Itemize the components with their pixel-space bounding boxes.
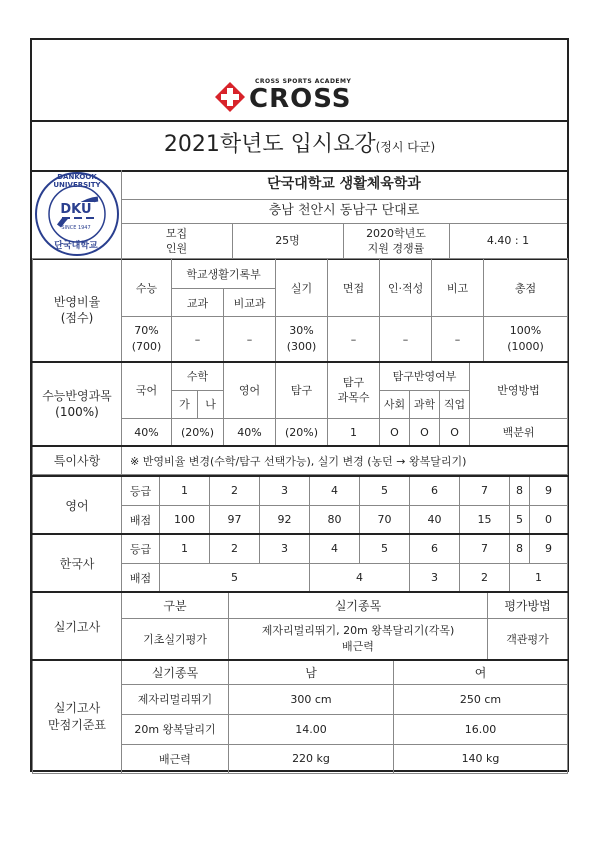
quota-label: 모집 인원 bbox=[121, 223, 233, 258]
english-score: 70 bbox=[360, 505, 410, 534]
val-inquiry: (20%) bbox=[276, 418, 328, 446]
history-grade-label: 등급 bbox=[122, 534, 160, 563]
history-score: 3 bbox=[410, 563, 460, 592]
english-score: 80 bbox=[310, 505, 360, 534]
val-method: 백분위 bbox=[470, 418, 568, 446]
english-score: 0 bbox=[530, 505, 568, 534]
col-social: 사회 bbox=[380, 390, 410, 418]
practical-items: 제자리멀리뛰기, 20m 왕복달리기(각목) 배근력 bbox=[229, 618, 488, 660]
col-practical-items: 실기종목 bbox=[229, 592, 488, 618]
col-math-ga: 가 bbox=[172, 390, 198, 418]
english-table bbox=[32, 475, 568, 535]
col-korean: 국어 bbox=[122, 362, 172, 418]
seal-since: SINCE 1947 bbox=[61, 225, 91, 231]
english-label: 영어 bbox=[33, 476, 122, 534]
criteria-table bbox=[32, 659, 568, 774]
brand-tagline: CROSS SPORTS ACADEMY bbox=[255, 78, 352, 85]
col-record-b: 비교과 bbox=[224, 289, 276, 317]
criteria-female: 140 kg bbox=[394, 744, 568, 773]
document-frame bbox=[30, 38, 569, 772]
col-aptitude: 인·적성 bbox=[380, 259, 432, 317]
col-record: 학교생활기록부 bbox=[172, 259, 276, 289]
english-grade: 1 bbox=[160, 476, 210, 505]
val-science: O bbox=[410, 418, 440, 446]
english-grade: 2 bbox=[210, 476, 260, 505]
val-aptitude: – bbox=[380, 317, 432, 362]
val-english: 40% bbox=[224, 418, 276, 446]
val-social: O bbox=[380, 418, 410, 446]
history-score-label: 배점 bbox=[122, 563, 160, 592]
history-label: 한국사 bbox=[33, 534, 122, 592]
col-criteria-item: 실기종목 bbox=[122, 660, 229, 684]
criteria-item: 20m 왕복달리기 bbox=[122, 714, 229, 744]
english-grade: 6 bbox=[410, 476, 460, 505]
english-score: 40 bbox=[410, 505, 460, 534]
col-criteria-female: 여 bbox=[394, 660, 568, 684]
history-grade: 2 bbox=[210, 534, 260, 563]
history-grade: 4 bbox=[310, 534, 360, 563]
val-record-a: – bbox=[172, 317, 224, 362]
page-title: 2021학년도 입시요강(정시 다군) bbox=[163, 132, 436, 157]
seal-mark: DKU bbox=[58, 202, 94, 217]
title-row bbox=[32, 120, 567, 172]
col-etc: 비고 bbox=[432, 259, 484, 317]
col-criteria-male: 남 bbox=[229, 660, 394, 684]
col-interview: 면접 bbox=[328, 259, 380, 317]
history-score: 5 bbox=[160, 563, 310, 592]
history-grade: 1 bbox=[160, 534, 210, 563]
quota-value: 25명 bbox=[232, 223, 344, 258]
english-score: 15 bbox=[460, 505, 510, 534]
english-grade: 5 bbox=[360, 476, 410, 505]
english-grade: 9 bbox=[530, 476, 568, 505]
seal-kr: 단국대학교 bbox=[54, 241, 98, 251]
rate-value: 4.40 : 1 bbox=[486, 234, 530, 247]
special-text: ※ 반영비율 변경(수학/탐구 선택가능), 실기 변경 (농던 → 왕복달리기) bbox=[122, 446, 568, 475]
history-table bbox=[32, 533, 568, 593]
practical-label: 실기고사 bbox=[33, 592, 122, 660]
seal-text: DANKOOK UNIVERSITY bbox=[53, 173, 101, 189]
col-english: 영어 bbox=[224, 362, 276, 418]
val-math: (20%) bbox=[172, 418, 224, 446]
val-etc: – bbox=[432, 317, 484, 362]
ratio-label: 반영비율 (점수) bbox=[33, 259, 122, 362]
logo-row bbox=[32, 40, 567, 122]
val-korean: 40% bbox=[122, 418, 172, 446]
criteria-male: 220 kg bbox=[229, 744, 394, 773]
val-inquiry-count: 1 bbox=[328, 418, 380, 446]
history-grade: 9 bbox=[530, 534, 568, 563]
history-grade: 6 bbox=[410, 534, 460, 563]
criteria-item: 제자리멀리뛰기 bbox=[122, 684, 229, 714]
university-name: 단국대학교 생활체육학과 bbox=[121, 170, 567, 200]
english-grade: 7 bbox=[460, 476, 510, 505]
history-grade: 5 bbox=[360, 534, 410, 563]
col-suneung: 수능 bbox=[122, 259, 172, 317]
val-job: O bbox=[440, 418, 470, 446]
english-grade: 3 bbox=[260, 476, 310, 505]
val-interview: – bbox=[328, 317, 380, 362]
col-practical: 실기 bbox=[276, 259, 328, 317]
col-record-a: 교과 bbox=[172, 289, 224, 317]
university-block bbox=[32, 170, 567, 260]
criteria-item: 배근력 bbox=[122, 744, 229, 773]
subjects-label: 수능반영과목 (100%) bbox=[33, 362, 122, 446]
english-score: 92 bbox=[260, 505, 310, 534]
practical-type: 기초실기평가 bbox=[122, 618, 229, 660]
university-address: 충남 천안시 동남구 단대로 bbox=[121, 199, 567, 224]
col-math: 수학 bbox=[172, 362, 224, 390]
col-job: 직업 bbox=[440, 390, 470, 418]
history-score: 4 bbox=[310, 563, 410, 592]
criteria-label: 실기고사 만점기준표 bbox=[33, 660, 122, 773]
university-seal bbox=[32, 170, 122, 258]
special-table bbox=[32, 445, 568, 475]
page-subtitle: (정시 다군) bbox=[375, 140, 436, 154]
history-grade: 7 bbox=[460, 534, 510, 563]
english-grade-label: 등급 bbox=[122, 476, 160, 505]
col-inquiry-reflect: 탐구반영여부 bbox=[380, 362, 470, 390]
criteria-female: 250 cm bbox=[394, 684, 568, 714]
english-grade: 4 bbox=[310, 476, 360, 505]
col-math-na: 나 bbox=[198, 390, 224, 418]
col-inquiry: 탐구 bbox=[276, 362, 328, 418]
special-label: 특이사항 bbox=[33, 446, 122, 475]
english-score: 100 bbox=[160, 505, 210, 534]
criteria-female: 16.00 bbox=[394, 714, 568, 744]
col-science: 과학 bbox=[410, 390, 440, 418]
col-practical-method: 평가방법 bbox=[488, 592, 568, 618]
col-total: 총점 bbox=[484, 259, 568, 317]
cross-diamond-icon bbox=[215, 82, 245, 112]
english-score: 97 bbox=[210, 505, 260, 534]
val-practical: 30% (300) bbox=[276, 317, 328, 362]
history-grade: 8 bbox=[510, 534, 530, 563]
col-inquiry-count: 탐구 과목수 bbox=[328, 362, 380, 418]
history-score: 1 bbox=[510, 563, 568, 592]
english-score: 5 bbox=[510, 505, 530, 534]
subjects-table bbox=[32, 361, 568, 447]
history-grade: 3 bbox=[260, 534, 310, 563]
brand-name: CROSS bbox=[249, 84, 352, 114]
english-grade: 8 bbox=[510, 476, 530, 505]
val-record-b: – bbox=[224, 317, 276, 362]
val-total: 100% (1000) bbox=[484, 317, 568, 362]
criteria-male: 300 cm bbox=[229, 684, 394, 714]
criteria-male: 14.00 bbox=[229, 714, 394, 744]
rate-label: 2020학년도 지원 경쟁률 bbox=[343, 223, 450, 258]
practical-table bbox=[32, 591, 568, 661]
col-practical-type: 구분 bbox=[122, 592, 229, 618]
practical-method: 객관평가 bbox=[488, 618, 568, 660]
history-score: 2 bbox=[460, 563, 510, 592]
ratio-table bbox=[32, 258, 568, 362]
val-suneung: 70% (700) bbox=[122, 317, 172, 362]
english-score-label: 배점 bbox=[122, 505, 160, 534]
col-method: 반영방법 bbox=[470, 362, 568, 418]
